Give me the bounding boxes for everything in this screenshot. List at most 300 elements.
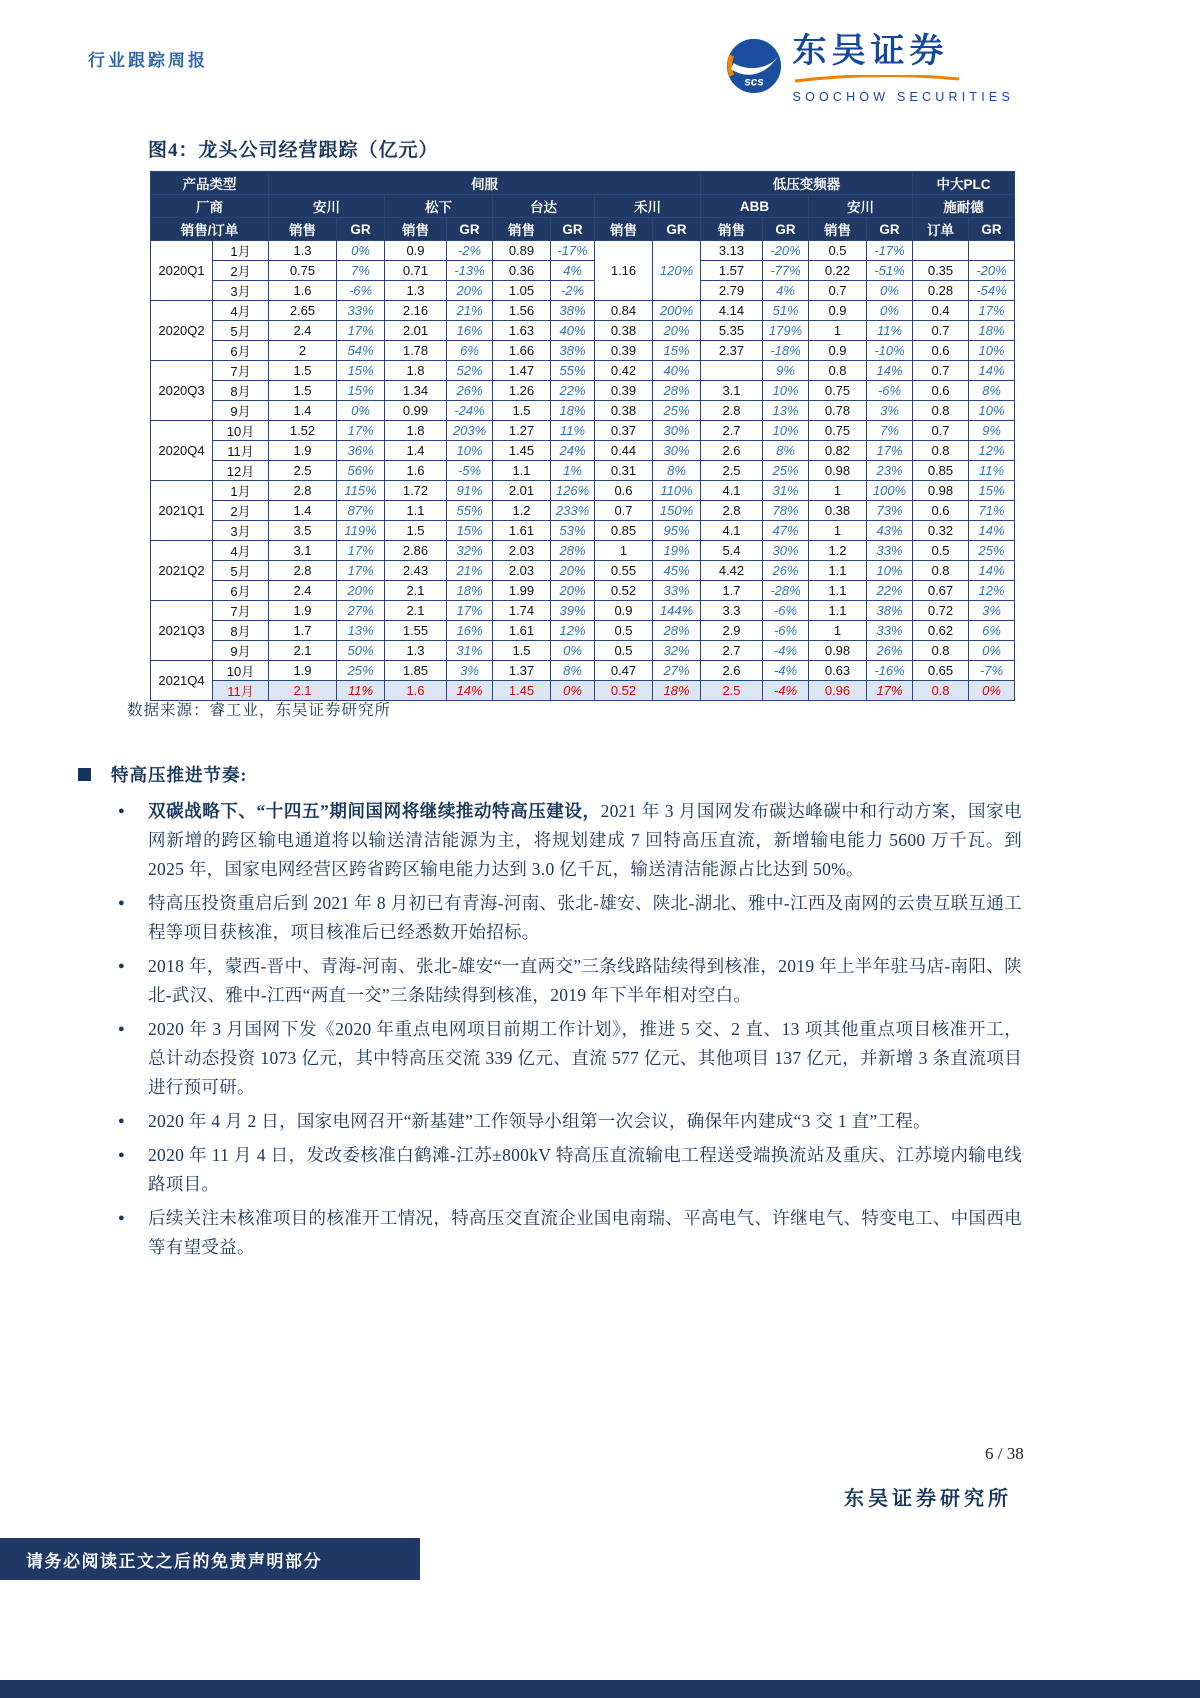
table-row bbox=[151, 521, 1015, 541]
sales-value: 0.75 bbox=[809, 421, 867, 441]
month-cell: 10月 bbox=[213, 661, 269, 681]
growth-value: 3% bbox=[969, 601, 1015, 621]
square-bullet-icon bbox=[78, 768, 91, 781]
growth-value: 26% bbox=[867, 641, 913, 661]
sales-value: 1.1 bbox=[809, 561, 867, 581]
sales-value: 2.1 bbox=[385, 601, 447, 621]
sales-value: 1.45 bbox=[493, 441, 551, 461]
growth-value: 17% bbox=[867, 681, 913, 701]
sales-value: 1.61 bbox=[493, 521, 551, 541]
sales-value: 0.42 bbox=[595, 361, 653, 381]
scs-logo-icon bbox=[725, 37, 783, 100]
sales-value: 0.96 bbox=[809, 681, 867, 701]
sales-value: 1.5 bbox=[493, 641, 551, 661]
header-cell: 销售 bbox=[269, 218, 337, 241]
month-cell: 1月 bbox=[213, 241, 269, 261]
bottom-border-bar bbox=[0, 1680, 1200, 1698]
sales-value: 2 bbox=[269, 341, 337, 361]
sales-value: 0.5 bbox=[595, 641, 653, 661]
sales-value: 2.03 bbox=[493, 561, 551, 581]
growth-value: -10% bbox=[867, 341, 913, 361]
header-cell: GR bbox=[969, 218, 1015, 241]
growth-value: -17% bbox=[551, 241, 595, 261]
growth-value: 11% bbox=[551, 421, 595, 441]
growth-value: 14% bbox=[867, 361, 913, 381]
growth-value: 9% bbox=[969, 421, 1015, 441]
sales-value: 0.38 bbox=[809, 501, 867, 521]
table-row bbox=[151, 441, 1015, 461]
sales-value: 2.5 bbox=[269, 461, 337, 481]
sales-value: 4.14 bbox=[701, 301, 763, 321]
sales-value: 2.8 bbox=[701, 501, 763, 521]
table-row bbox=[151, 581, 1015, 601]
sales-value: 0.72 bbox=[913, 601, 969, 621]
growth-value: 7% bbox=[867, 421, 913, 441]
growth-value: 38% bbox=[551, 341, 595, 361]
growth-value: 126% bbox=[551, 481, 595, 501]
sales-value: 0.5 bbox=[595, 621, 653, 641]
table-row bbox=[151, 501, 1015, 521]
growth-value: 7% bbox=[337, 261, 385, 281]
page-number: 6 / 38 bbox=[985, 1444, 1024, 1463]
growth-value: 8% bbox=[969, 381, 1015, 401]
sales-value: 1.4 bbox=[385, 441, 447, 461]
sales-value: 1.66 bbox=[493, 341, 551, 361]
growth-value: 21% bbox=[447, 561, 493, 581]
bullet-text bbox=[148, 1204, 1022, 1262]
sales-value: 0.9 bbox=[809, 301, 867, 321]
growth-value: 40% bbox=[551, 321, 595, 341]
growth-value: 12% bbox=[551, 621, 595, 641]
sales-value: 5.4 bbox=[701, 541, 763, 561]
growth-value: 14% bbox=[969, 521, 1015, 541]
month-cell: 10月 bbox=[213, 421, 269, 441]
sales-value: 0.75 bbox=[269, 261, 337, 281]
growth-value: 28% bbox=[551, 541, 595, 561]
growth-value: 38% bbox=[867, 601, 913, 621]
sales-value: 2.16 bbox=[385, 301, 447, 321]
sales-value: 1.78 bbox=[385, 341, 447, 361]
growth-value: 78% bbox=[763, 501, 809, 521]
sales-value: 0.8 bbox=[809, 361, 867, 381]
growth-value: 27% bbox=[653, 661, 701, 681]
growth-value: 31% bbox=[763, 481, 809, 501]
growth-value: 52% bbox=[447, 361, 493, 381]
growth-value: 55% bbox=[551, 361, 595, 381]
sales-value: 1 bbox=[809, 521, 867, 541]
month-cell: 9月 bbox=[213, 641, 269, 661]
header-cell: 低压变频器 bbox=[701, 172, 913, 195]
growth-value: 179% bbox=[763, 321, 809, 341]
month-cell: 2月 bbox=[213, 261, 269, 281]
sales-value: 2.1 bbox=[385, 581, 447, 601]
growth-value: 4% bbox=[763, 281, 809, 301]
growth-value: -16% bbox=[867, 661, 913, 681]
sales-value: 0.6 bbox=[913, 381, 969, 401]
sales-value: 1.1 bbox=[385, 501, 447, 521]
growth-value: 8% bbox=[551, 661, 595, 681]
sales-value: 4.42 bbox=[701, 561, 763, 581]
growth-value: 14% bbox=[969, 361, 1015, 381]
bullet-item bbox=[118, 1015, 1022, 1102]
growth-value: 33% bbox=[867, 621, 913, 641]
growth-value: 18% bbox=[551, 401, 595, 421]
sales-value: 1.74 bbox=[493, 601, 551, 621]
growth-value: 16% bbox=[447, 321, 493, 341]
growth-value: 20% bbox=[447, 281, 493, 301]
table-row bbox=[151, 461, 1015, 481]
growth-value: 100% bbox=[867, 481, 913, 501]
table-row bbox=[151, 321, 1015, 341]
sales-value: 0.44 bbox=[595, 441, 653, 461]
sales-value: 0.38 bbox=[595, 401, 653, 421]
sales-value: 0.6 bbox=[913, 341, 969, 361]
growth-value: 115% bbox=[337, 481, 385, 501]
figure-title: 图4：龙头公司经营跟踪（亿元） bbox=[148, 140, 439, 161]
sales-value: 1.57 bbox=[701, 261, 763, 281]
table-row bbox=[151, 621, 1015, 641]
sales-value: 1.26 bbox=[493, 381, 551, 401]
growth-value: 23% bbox=[867, 461, 913, 481]
sales-value: 0.89 bbox=[493, 241, 551, 261]
growth-value: 20% bbox=[551, 581, 595, 601]
sales-value: 2.7 bbox=[701, 421, 763, 441]
header-cell: 施耐德 bbox=[913, 195, 1015, 218]
sales-value: 0.62 bbox=[913, 621, 969, 641]
growth-value: 17% bbox=[337, 541, 385, 561]
sales-value: 2.8 bbox=[269, 561, 337, 581]
sales-value: 0.78 bbox=[809, 401, 867, 421]
growth-value: 45% bbox=[653, 561, 701, 581]
bullet-text bbox=[148, 797, 1022, 884]
header-cell: GR bbox=[447, 218, 493, 241]
sales-value: 2.8 bbox=[701, 401, 763, 421]
header-cell: 禾川 bbox=[595, 195, 701, 218]
sales-value: 0.63 bbox=[809, 661, 867, 681]
sales-value: 1.5 bbox=[269, 381, 337, 401]
header-cell: GR bbox=[653, 218, 701, 241]
month-cell: 7月 bbox=[213, 601, 269, 621]
growth-value: 28% bbox=[653, 621, 701, 641]
growth-value: 33% bbox=[653, 581, 701, 601]
table-row bbox=[151, 341, 1015, 361]
header-cell: 产品类型 bbox=[151, 172, 269, 195]
header-cell: 销售 bbox=[385, 218, 447, 241]
growth-value: 12% bbox=[969, 581, 1015, 601]
header-cell: 销售 bbox=[493, 218, 551, 241]
sales-value: 4.1 bbox=[701, 481, 763, 501]
header-cell: 台达 bbox=[493, 195, 595, 218]
growth-value: 54% bbox=[337, 341, 385, 361]
bullet-text-bold: 双碳战略下、“十四五”期间国网将继续推动特高压建设， bbox=[148, 801, 601, 821]
header-cell: 销售 bbox=[809, 218, 867, 241]
sales-value: 2.8 bbox=[269, 481, 337, 501]
growth-value: 56% bbox=[337, 461, 385, 481]
sales-value: 0.39 bbox=[595, 341, 653, 361]
table-body bbox=[151, 241, 1015, 701]
month-cell: 5月 bbox=[213, 321, 269, 341]
quarter-cell: 2020Q1 bbox=[151, 241, 213, 301]
sales-value: 2.5 bbox=[701, 681, 763, 701]
table-row bbox=[151, 381, 1015, 401]
growth-value: 43% bbox=[867, 521, 913, 541]
sales-value: 1.5 bbox=[385, 521, 447, 541]
header-cell: GR bbox=[337, 218, 385, 241]
sales-value: 0.9 bbox=[809, 341, 867, 361]
growth-value: -2% bbox=[447, 241, 493, 261]
data-source-note: 数据来源：睿工业，东吴证券研究所 bbox=[127, 702, 392, 719]
growth-value: 20% bbox=[653, 321, 701, 341]
month-cell: 1月 bbox=[213, 481, 269, 501]
growth-value: 53% bbox=[551, 521, 595, 541]
header-cell: 安川 bbox=[809, 195, 913, 218]
growth-value: 21% bbox=[447, 301, 493, 321]
sales-value: 0.9 bbox=[385, 241, 447, 261]
growth-value: 8% bbox=[653, 461, 701, 481]
bullet-item bbox=[118, 1204, 1022, 1262]
sales-value: 1.16 bbox=[595, 241, 653, 301]
growth-value: 32% bbox=[653, 641, 701, 661]
growth-value: 6% bbox=[447, 341, 493, 361]
company-logo bbox=[725, 34, 1014, 104]
header-cell: 伺服 bbox=[269, 172, 701, 195]
growth-value: -18% bbox=[763, 341, 809, 361]
growth-value: 20% bbox=[551, 561, 595, 581]
growth-value: 0% bbox=[551, 681, 595, 701]
bullet-icon: ● bbox=[118, 960, 125, 972]
growth-value: 10% bbox=[867, 561, 913, 581]
sales-value: 0.85 bbox=[913, 461, 969, 481]
growth-value: -77% bbox=[763, 261, 809, 281]
table-row bbox=[151, 661, 1015, 681]
sales-value: 0.39 bbox=[595, 381, 653, 401]
sales-value: 2.1 bbox=[269, 641, 337, 661]
sales-value: 0.98 bbox=[913, 481, 969, 501]
growth-value: 71% bbox=[969, 501, 1015, 521]
growth-value: 25% bbox=[969, 541, 1015, 561]
sales-value: 0.71 bbox=[385, 261, 447, 281]
sales-value: 2.7 bbox=[701, 641, 763, 661]
growth-value: 95% bbox=[653, 521, 701, 541]
sales-value: 0.6 bbox=[913, 501, 969, 521]
growth-value: 20% bbox=[337, 581, 385, 601]
header-cell: 销售 bbox=[701, 218, 763, 241]
growth-value: 91% bbox=[447, 481, 493, 501]
growth-value: 0% bbox=[551, 641, 595, 661]
bullet-text-body: 2020 年 4 月 2 日，国家电网召开“新基建”工作领导小组第一次会议，确保年内建成“3 交 1 直”工程。 bbox=[148, 1111, 931, 1131]
sales-value: 1.85 bbox=[385, 661, 447, 681]
header-cell: 销售/订单 bbox=[151, 218, 269, 241]
sales-value: 1.8 bbox=[385, 421, 447, 441]
sales-value: 0.52 bbox=[595, 681, 653, 701]
sales-value: 0.37 bbox=[595, 421, 653, 441]
growth-value: -20% bbox=[969, 261, 1015, 281]
sales-value: 3.3 bbox=[701, 601, 763, 621]
disclaimer-text: 请务必阅读正文之后的免责声明部分 bbox=[26, 1551, 322, 1571]
section-heading: 特高压推进节奏: bbox=[111, 765, 248, 785]
month-cell: 6月 bbox=[213, 581, 269, 601]
month-cell: 11月 bbox=[213, 441, 269, 461]
sales-value: 1.99 bbox=[493, 581, 551, 601]
growth-value: -17% bbox=[867, 241, 913, 261]
sales-value: 1 bbox=[809, 481, 867, 501]
bullet-item bbox=[118, 1107, 1022, 1136]
header-cell: 安川 bbox=[269, 195, 385, 218]
sales-value: 1.9 bbox=[269, 441, 337, 461]
sales-value: 0.32 bbox=[913, 521, 969, 541]
sales-value: 1.52 bbox=[269, 421, 337, 441]
quarter-cell: 2020Q2 bbox=[151, 301, 213, 361]
growth-value: 11% bbox=[867, 321, 913, 341]
quarter-cell: 2021Q3 bbox=[151, 601, 213, 661]
month-cell: 8月 bbox=[213, 621, 269, 641]
sales-value: 0.98 bbox=[809, 461, 867, 481]
growth-value: 16% bbox=[447, 621, 493, 641]
table-row bbox=[151, 241, 1015, 261]
growth-value: 30% bbox=[653, 441, 701, 461]
sales-value: 2.6 bbox=[701, 661, 763, 681]
sales-value: 0.38 bbox=[595, 321, 653, 341]
growth-value: 0% bbox=[337, 241, 385, 261]
growth-value: 10% bbox=[447, 441, 493, 461]
header-cell: 厂商 bbox=[151, 195, 269, 218]
month-cell: 6月 bbox=[213, 341, 269, 361]
sales-value: 1.9 bbox=[269, 661, 337, 681]
growth-value: 119% bbox=[337, 521, 385, 541]
bullet-icon: ● bbox=[118, 805, 125, 817]
sales-value: 0.47 bbox=[595, 661, 653, 681]
table-row bbox=[151, 641, 1015, 661]
sales-value: 0.7 bbox=[913, 361, 969, 381]
growth-value: -7% bbox=[969, 661, 1015, 681]
quarter-cell: 2021Q2 bbox=[151, 541, 213, 601]
sales-value: 0.6 bbox=[595, 481, 653, 501]
sales-value: 0.99 bbox=[385, 401, 447, 421]
growth-value: 24% bbox=[551, 441, 595, 461]
growth-value: 18% bbox=[653, 681, 701, 701]
sales-value: 0.67 bbox=[913, 581, 969, 601]
month-cell: 4月 bbox=[213, 301, 269, 321]
growth-value: 110% bbox=[653, 481, 701, 501]
header-cell: GR bbox=[763, 218, 809, 241]
growth-value: 200% bbox=[653, 301, 701, 321]
month-cell: 12月 bbox=[213, 461, 269, 481]
sales-value: 1.05 bbox=[493, 281, 551, 301]
sales-value: 2.4 bbox=[269, 581, 337, 601]
sales-value: 2.4 bbox=[269, 321, 337, 341]
bullet-text-body: 2020 年 11 月 4 日，发改委核准白鹤滩-江苏±800kV 特高压直流输电工程送受端换流站及重庆、江苏境内输电线路项目。 bbox=[148, 1145, 1022, 1194]
sales-value: 0.5 bbox=[913, 541, 969, 561]
growth-value: 15% bbox=[653, 341, 701, 361]
growth-value: 31% bbox=[447, 641, 493, 661]
sales-value: 1.63 bbox=[493, 321, 551, 341]
growth-value: 10% bbox=[763, 381, 809, 401]
header-cell: 松下 bbox=[385, 195, 493, 218]
growth-value: 27% bbox=[337, 601, 385, 621]
sales-value: 1.4 bbox=[269, 501, 337, 521]
sales-value: 2.1 bbox=[269, 681, 337, 701]
growth-value: 15% bbox=[337, 381, 385, 401]
sales-value bbox=[913, 241, 969, 261]
growth-value: 32% bbox=[447, 541, 493, 561]
growth-value: -6% bbox=[763, 621, 809, 641]
sales-value: 0.65 bbox=[913, 661, 969, 681]
sales-value: 2.6 bbox=[701, 441, 763, 461]
growth-value bbox=[969, 241, 1015, 261]
growth-value: 55% bbox=[447, 501, 493, 521]
uhv-section bbox=[78, 762, 1022, 1267]
sales-value: 3.5 bbox=[269, 521, 337, 541]
sales-value: 0.35 bbox=[913, 261, 969, 281]
sales-value: 2.37 bbox=[701, 341, 763, 361]
sales-value: 1.34 bbox=[385, 381, 447, 401]
sales-value: 0.7 bbox=[913, 421, 969, 441]
header-cell: GR bbox=[867, 218, 913, 241]
header-cell: 销售 bbox=[595, 218, 653, 241]
bullet-list bbox=[118, 797, 1022, 1262]
month-cell: 3月 bbox=[213, 281, 269, 301]
sales-value: 2.01 bbox=[493, 481, 551, 501]
sales-value: 3.13 bbox=[701, 241, 763, 261]
sales-value: 5.35 bbox=[701, 321, 763, 341]
growth-value: 8% bbox=[763, 441, 809, 461]
header-cell: ABB bbox=[701, 195, 809, 218]
sales-value: 0.7 bbox=[913, 321, 969, 341]
growth-value: 3% bbox=[447, 661, 493, 681]
bullet-icon: ● bbox=[118, 1149, 125, 1161]
bullet-item bbox=[118, 889, 1022, 947]
bullet-text bbox=[148, 1141, 1022, 1199]
bullet-text-body: 后续关注未核准项目的核准开工情况，特高压交直流企业国电南瑞、平高电气、许继电气、特变电工、中国西电等有望受益。 bbox=[148, 1208, 1022, 1257]
disclaimer-bar bbox=[0, 1538, 420, 1580]
growth-value: 0% bbox=[969, 641, 1015, 661]
growth-value: 26% bbox=[447, 381, 493, 401]
growth-value: 14% bbox=[447, 681, 493, 701]
month-cell: 5月 bbox=[213, 561, 269, 581]
growth-value: 25% bbox=[763, 461, 809, 481]
table-row bbox=[151, 541, 1015, 561]
growth-value: -6% bbox=[337, 281, 385, 301]
table-row bbox=[151, 361, 1015, 381]
sales-value: 0.8 bbox=[913, 681, 969, 701]
sales-value: 0.98 bbox=[809, 641, 867, 661]
growth-value: 0% bbox=[969, 681, 1015, 701]
sales-value: 0.7 bbox=[809, 281, 867, 301]
growth-value: 36% bbox=[337, 441, 385, 461]
month-cell: 3月 bbox=[213, 521, 269, 541]
growth-value: 17% bbox=[969, 301, 1015, 321]
month-cell: 8月 bbox=[213, 381, 269, 401]
growth-value: 13% bbox=[763, 401, 809, 421]
sales-value: 1.6 bbox=[385, 681, 447, 701]
table-container bbox=[150, 171, 1014, 701]
growth-value: -54% bbox=[969, 281, 1015, 301]
growth-value: 33% bbox=[867, 541, 913, 561]
table-row bbox=[151, 261, 1015, 281]
report-type-label: 行业跟踪周报 bbox=[88, 51, 208, 70]
footer-brand: 东吴证券研究所 bbox=[844, 1488, 1012, 1510]
table-header-row bbox=[151, 172, 1015, 195]
quarter-cell: 2021Q4 bbox=[151, 661, 213, 701]
growth-value: -4% bbox=[763, 661, 809, 681]
growth-value: 14% bbox=[969, 561, 1015, 581]
sales-value: 0.8 bbox=[913, 441, 969, 461]
growth-value: 38% bbox=[551, 301, 595, 321]
sales-value: 2.43 bbox=[385, 561, 447, 581]
growth-value: 17% bbox=[337, 421, 385, 441]
growth-value: 3% bbox=[867, 401, 913, 421]
sales-value: 1.7 bbox=[269, 621, 337, 641]
